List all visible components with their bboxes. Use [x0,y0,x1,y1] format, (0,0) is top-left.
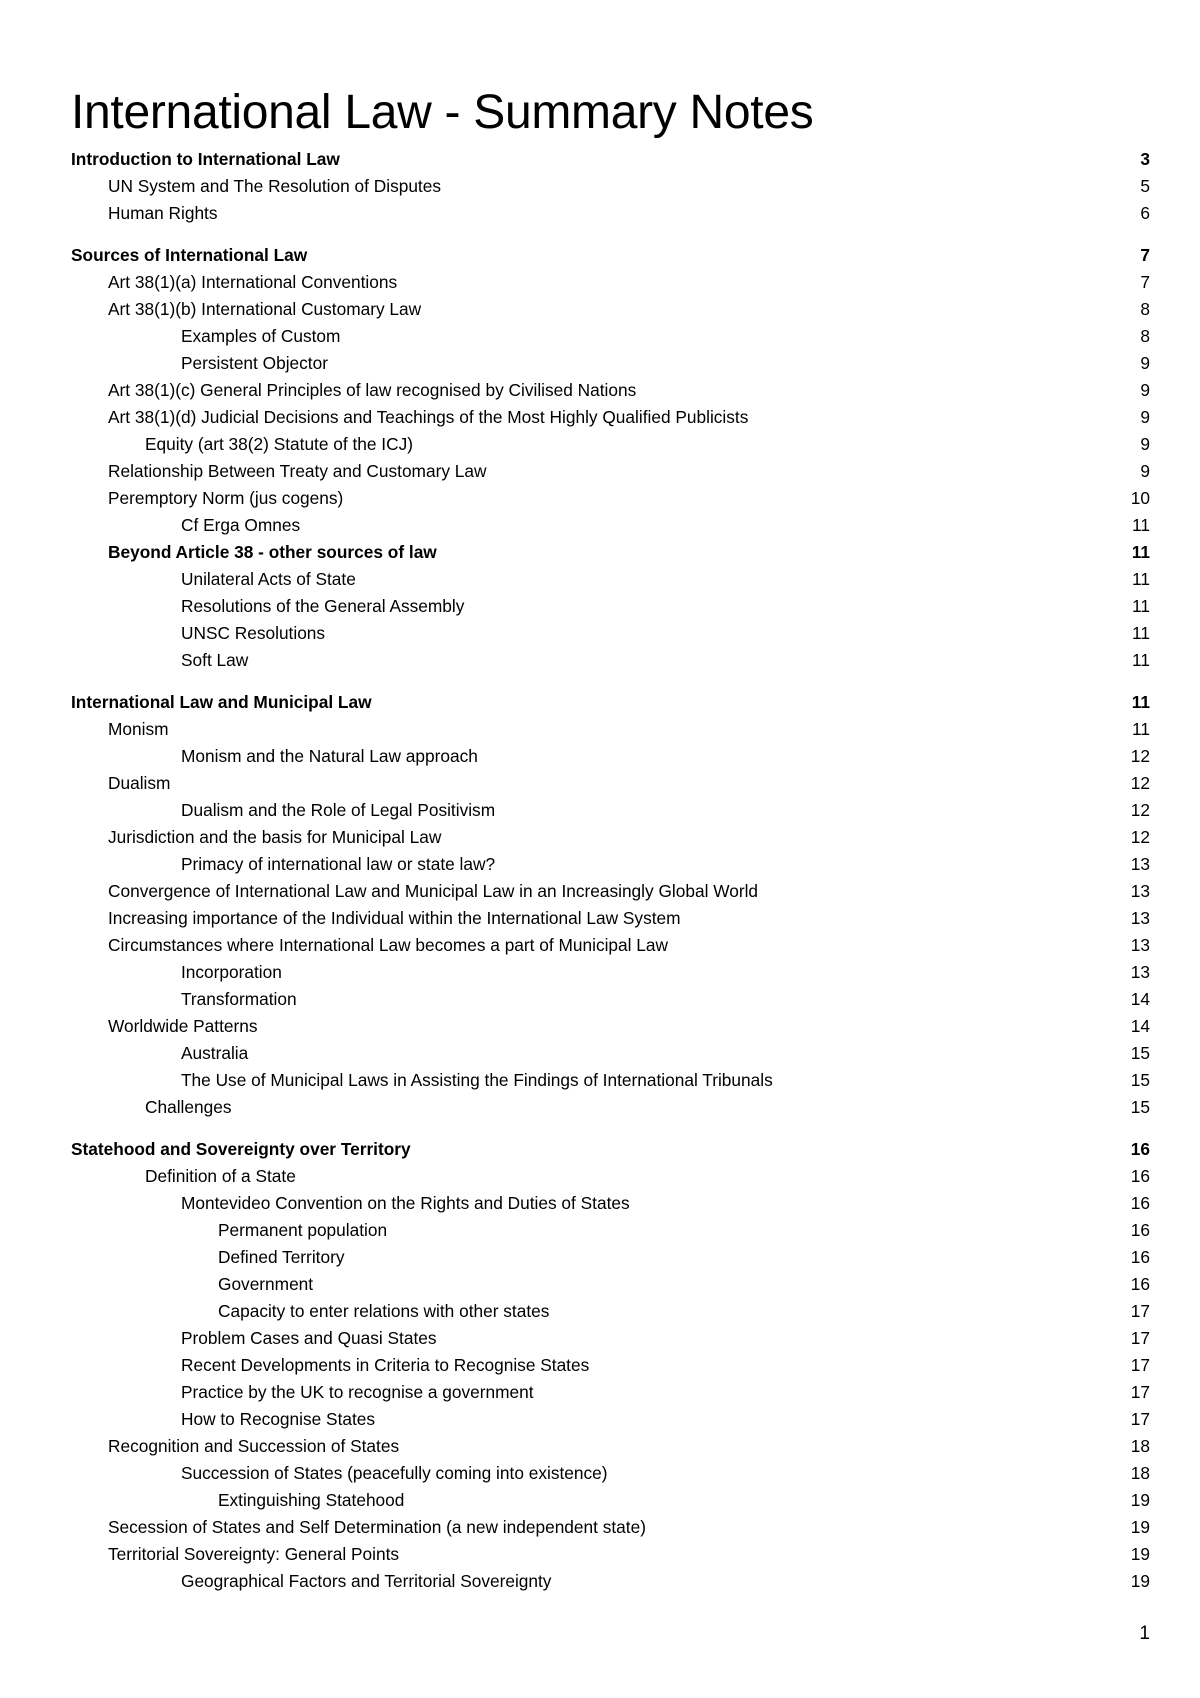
toc-entry-title: Dualism and the Role of Legal Positivism [181,800,496,820]
toc-entry-title: Statehood and Sovereignty over Territory [71,1139,411,1159]
toc-entry[interactable] [0,593,1200,620]
toc-entry-page: 11 [1131,542,1150,562]
toc-entry[interactable] [0,1406,1200,1433]
toc-entry[interactable] [0,1163,1200,1190]
toc-entry-title: Primacy of international law or state law? [181,854,496,874]
toc-entry-title: Secession of States and Self Determination (a new independent state) [108,1517,646,1537]
toc-entry-page: 16 [1130,1139,1150,1159]
toc-entry-title: Australia [181,1043,249,1063]
toc-entry[interactable] [0,716,1200,743]
toc-entry[interactable] [0,539,1200,566]
toc-entry-page: 11 [1132,515,1150,535]
toc-entry-page: 16 [1130,1220,1150,1240]
toc-entry-page: 9 [1140,434,1150,454]
table-of-contents [0,146,1200,1595]
toc-entry-page: 11 [1132,719,1150,739]
toc-entry-page: 7 [1140,245,1150,265]
toc-entry[interactable] [0,173,1200,200]
toc-entry[interactable] [0,269,1200,296]
toc-entry-title: Territorial Sovereignty: General Points [108,1544,400,1564]
toc-entry-title: Persistent Objector [181,353,328,373]
toc-entry[interactable] [0,1190,1200,1217]
toc-entry[interactable] [0,323,1200,350]
toc-entry-title: Art 38(1)(a) International Conventions [108,272,398,292]
document-title: International Law - Summary Notes [71,86,814,139]
toc-entry[interactable] [0,1568,1200,1595]
toc-entry-title: Cf Erga Omnes [181,515,301,535]
toc-entry[interactable] [0,986,1200,1013]
toc-entry-title: Unilateral Acts of State [181,569,356,589]
toc-entry[interactable] [0,1433,1200,1460]
toc-entry[interactable] [0,1487,1200,1514]
toc-entry-page: 16 [1130,1193,1150,1213]
toc-entry-page: 13 [1130,881,1150,901]
toc-entry-page: 15 [1130,1043,1150,1063]
toc-entry-page: 17 [1130,1409,1150,1429]
toc-entry-page: 15 [1130,1097,1150,1117]
toc-entry-page: 19 [1130,1517,1150,1537]
toc-entry-page: 18 [1130,1463,1150,1483]
toc-entry[interactable] [0,851,1200,878]
toc-entry-title: The Use of Municipal Laws in Assisting the Findings of International Tribunals [181,1070,773,1090]
toc-entry-title: Art 38(1)(d) Judicial Decisions and Teachings of the Most Highly Qualified Publicists [108,407,749,427]
toc-entry-page: 14 [1130,1016,1150,1036]
toc-entry[interactable] [0,146,1200,173]
toc-entry-page: 13 [1130,935,1150,955]
toc-entry-page: 11 [1132,623,1150,643]
toc-entry-page: 17 [1130,1382,1150,1402]
toc-entry[interactable] [0,512,1200,539]
toc-entry[interactable] [0,1379,1200,1406]
toc-entry[interactable] [0,797,1200,824]
toc-entry[interactable] [0,1040,1200,1067]
toc-entry-title: Sources of International Law [71,245,308,265]
page-number: 1 [1139,1623,1150,1644]
toc-entry-title: Succession of States (peacefully coming into existence) [181,1463,608,1483]
toc-entry[interactable] [0,1244,1200,1271]
toc-entry-page: 19 [1130,1571,1150,1591]
toc-entry-title: Equity (art 38(2) Statute of the ICJ) [145,434,413,454]
toc-entry-title: Recent Developments in Criteria to Recognise States [181,1355,590,1375]
toc-entry[interactable] [0,959,1200,986]
toc-entry-title: UNSC Resolutions [181,623,326,643]
toc-entry-page: 12 [1130,746,1150,766]
toc-entry-page: 19 [1130,1490,1150,1510]
toc-entry-title: Challenges [145,1097,232,1117]
toc-entry-page: 8 [1140,299,1150,319]
toc-entry[interactable] [0,296,1200,323]
toc-entry[interactable] [0,1541,1200,1568]
toc-entry[interactable] [0,1217,1200,1244]
toc-entry[interactable] [0,1271,1200,1298]
toc-entry-page: 17 [1130,1328,1150,1348]
toc-entry-title: Resolutions of the General Assembly [181,596,465,616]
toc-entry-title: Introduction to International Law [71,149,340,169]
toc-entry-page: 9 [1140,407,1150,427]
toc-entry-page: 11 [1131,692,1150,712]
toc-entry-title: Monism and the Natural Law approach [181,746,478,766]
toc-entry-title: Incorporation [181,962,282,982]
toc-entry-title: Art 38(1)(b) International Customary Law [108,299,422,319]
toc-entry[interactable] [0,878,1200,905]
toc-entry-title: Recognition and Succession of States [108,1436,400,1456]
toc-entry[interactable] [0,905,1200,932]
toc-entry[interactable] [0,824,1200,851]
toc-entry-title: Worldwide Patterns [108,1016,258,1036]
toc-entry[interactable] [0,242,1200,269]
toc-entry-page: 10 [1130,488,1150,508]
toc-entry-page: 16 [1130,1274,1150,1294]
toc-entry-title: Problem Cases and Quasi States [181,1328,437,1348]
toc-entry[interactable] [0,1067,1200,1094]
toc-entry-page: 8 [1140,326,1150,346]
toc-entry-page: 15 [1130,1070,1150,1090]
toc-entry-page: 16 [1130,1166,1150,1186]
toc-entry-title: Capacity to enter relations with other states [218,1301,550,1321]
toc-entry-page: 13 [1130,962,1150,982]
toc-entry[interactable] [0,1460,1200,1487]
toc-entry-title: Definition of a State [145,1166,296,1186]
toc-entry-title: Human Rights [108,203,218,223]
toc-entry-title: Relationship Between Treaty and Customary Law [108,461,487,481]
toc-entry-title: Soft Law [181,650,249,670]
toc-entry-page: 12 [1130,773,1150,793]
toc-entry[interactable] [0,377,1200,404]
toc-entry-title: Montevideo Convention on the Rights and Duties of States [181,1193,630,1213]
toc-entry-page: 14 [1130,989,1150,1009]
toc-entry-page: 11 [1132,569,1150,589]
toc-entry[interactable] [0,932,1200,959]
toc-entry-title: Geographical Factors and Territorial Sovereignty [181,1571,552,1591]
toc-entry-title: Extinguishing Statehood [218,1490,405,1510]
toc-entry-title: International Law and Municipal Law [71,692,372,712]
toc-entry-page: 11 [1132,596,1150,616]
toc-entry[interactable] [0,620,1200,647]
toc-entry-page: 18 [1130,1436,1150,1456]
toc-entry-page: 12 [1130,800,1150,820]
toc-entry[interactable] [0,200,1200,227]
toc-entry[interactable] [0,689,1200,716]
toc-entry-title: Art 38(1)(c) General Principles of law recognised by Civilised Nations [108,380,637,400]
toc-entry-page: 9 [1140,380,1150,400]
toc-entry-title: Beyond Article 38 - other sources of law [108,542,437,562]
toc-entry-page: 16 [1130,1247,1150,1267]
toc-entry-title: Dualism [108,773,171,793]
toc-entry-title: Government [218,1274,314,1294]
toc-entry-title: Transformation [181,989,297,1009]
toc-entry-page: 3 [1140,149,1150,169]
toc-entry-page: 19 [1130,1544,1150,1564]
toc-entry-title: Practice by the UK to recognise a government [181,1382,534,1402]
toc-entry-page: 11 [1132,650,1150,670]
toc-entry-title: Jurisdiction and the basis for Municipal Law [108,827,442,847]
toc-entry[interactable] [0,485,1200,512]
toc-entry-title: UN System and The Resolution of Disputes [108,176,441,196]
toc-entry[interactable] [0,1514,1200,1541]
toc-entry[interactable] [0,350,1200,377]
toc-entry-title: Defined Territory [218,1247,345,1267]
toc-entry-title: Increasing importance of the Individual within the International Law System [108,908,681,928]
toc-entry-page: 6 [1140,203,1150,223]
toc-entry-page: 5 [1140,176,1150,196]
toc-entry-page: 13 [1130,854,1150,874]
toc-entry-title: Circumstances where International Law becomes a part of Municipal Law [108,935,668,955]
toc-entry[interactable] [0,743,1200,770]
toc-entry[interactable] [0,1298,1200,1325]
toc-entry[interactable] [0,770,1200,797]
toc-entry-page: 9 [1140,461,1150,481]
toc-entry-page: 9 [1140,353,1150,373]
toc-entry[interactable] [0,566,1200,593]
toc-entry-page: 13 [1130,908,1150,928]
toc-entry-title: Permanent population [218,1220,388,1240]
toc-entry-page: 12 [1130,827,1150,847]
toc-entry[interactable] [0,1352,1200,1379]
toc-entry-page: 17 [1130,1355,1150,1375]
toc-entry[interactable] [0,1136,1200,1163]
toc-entry[interactable] [0,458,1200,485]
toc-entry-title: Peremptory Norm (jus cogens) [108,488,344,508]
toc-entry-title: Monism [108,719,169,739]
toc-entry[interactable] [0,431,1200,458]
toc-entry-page: 17 [1130,1301,1150,1321]
toc-entry-title: Convergence of International Law and Municipal Law in an Increasingly Global World [108,881,759,901]
toc-entry[interactable] [0,1325,1200,1352]
toc-entry-title: How to Recognise States [181,1409,376,1429]
toc-entry[interactable] [0,404,1200,431]
toc-entry[interactable] [0,647,1200,674]
toc-entry-title: Examples of Custom [181,326,341,346]
toc-entry[interactable] [0,1013,1200,1040]
toc-entry-page: 7 [1140,272,1150,292]
toc-entry[interactable] [0,1094,1200,1121]
